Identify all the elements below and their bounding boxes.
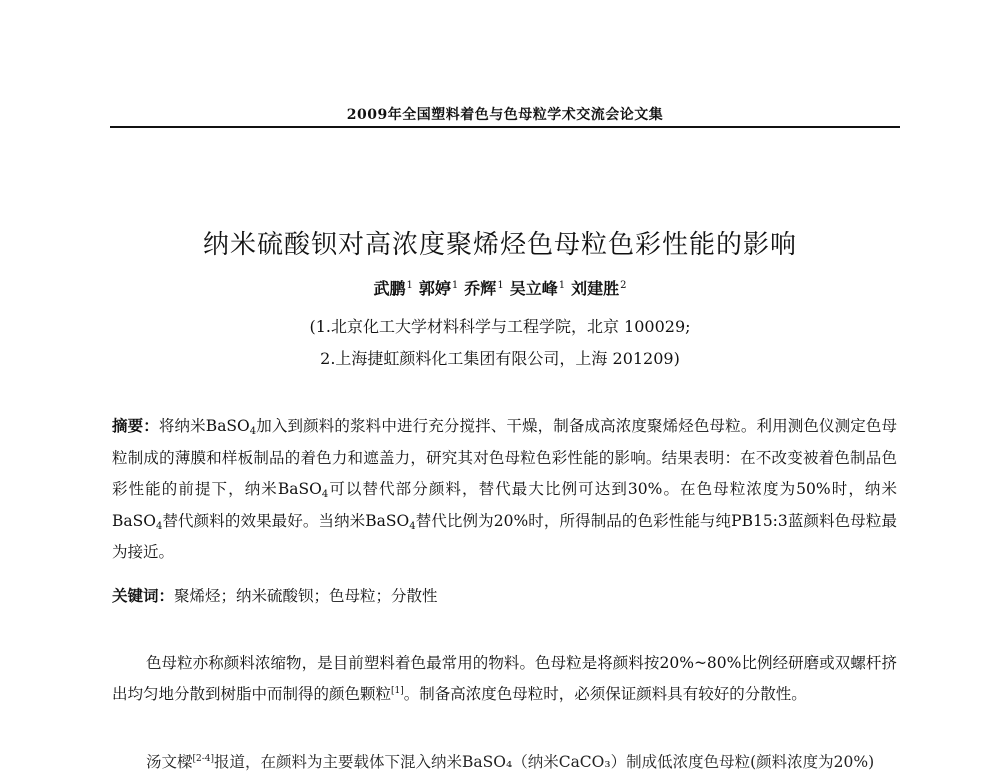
citation-ref: [2-4] bbox=[192, 754, 215, 764]
keywords bbox=[112, 584, 897, 606]
citation-ref: [1] bbox=[391, 685, 404, 696]
author-list bbox=[0, 276, 1000, 299]
affiliation-1: (1.北京化工大学材料科学与工程学院，北京 100029; bbox=[309, 317, 691, 336]
running-header: 2009年全国塑料着色与色母粒学术交流会论文集 bbox=[346, 107, 664, 123]
header-rule bbox=[110, 126, 900, 128]
abstract: 摘要：将纳米BaSO$_4$加入到颜料的浆料中进行充分搅拌、干燥，制备成高浓度聚烯烃色母粒。利用测色仪测定色母粒制成的薄膜和样板制品的着色力和遮盖力，研究其对色母粒色彩性能的影响。结果表明：在不改变被着色制品色彩性能的前提下，纳米BaSO$_4$可以替代部分颜料，替代最大比例可达到30%。在色母粒浓度为50%时，纳米BaSO$_4$替代颜料的效果最好。当纳米BaSO$_4$替代比例为20%时，所得制品的色彩性能与纯PB15:3蓝颜料色母粒最为接近。 bbox=[112, 416, 897, 561]
author: 吴立峰$^1$ bbox=[509, 279, 566, 298]
author: 郭婷$^1$ bbox=[418, 279, 459, 298]
affiliation-2: 2.上海捷虹颜料化工集团有限公司，上海 201209) bbox=[320, 349, 680, 368]
paper-title: 纳米硫酸钡对高浓度聚烯烃色母粒色彩性能的影响 bbox=[202, 230, 797, 260]
author: 武鹏$^1$ bbox=[373, 279, 413, 298]
author: 刘建胜$^2$ bbox=[571, 279, 627, 298]
keywords-label: 关键词： bbox=[112, 586, 175, 605]
abstract-label: 摘要： bbox=[112, 416, 159, 435]
author: 乔辉$^1$ bbox=[464, 279, 504, 298]
intro-paragraph: 色母粒亦称颜料浓缩物，是目前塑料着色最常用的物料。色母粒是将颜料按20%~80%比例经研磨或双螺杆挤出均匀地分散到树脂中而制得的颜色颗粒[1]。制备高浓度色母粒时，必须保证颜料具有较好的分散性。 bbox=[112, 654, 897, 703]
keywords-text: 聚烯烃；纳米硫酸钡；色母粒；分散性 bbox=[174, 587, 438, 605]
next-paragraph-clipped: 汤文樑[2-4]报道，在颜料为主要载体下混入纳米BaSO₄（纳米CaCO₃）制成低浓度色母粒(颜料浓度为20%) bbox=[146, 753, 875, 772]
